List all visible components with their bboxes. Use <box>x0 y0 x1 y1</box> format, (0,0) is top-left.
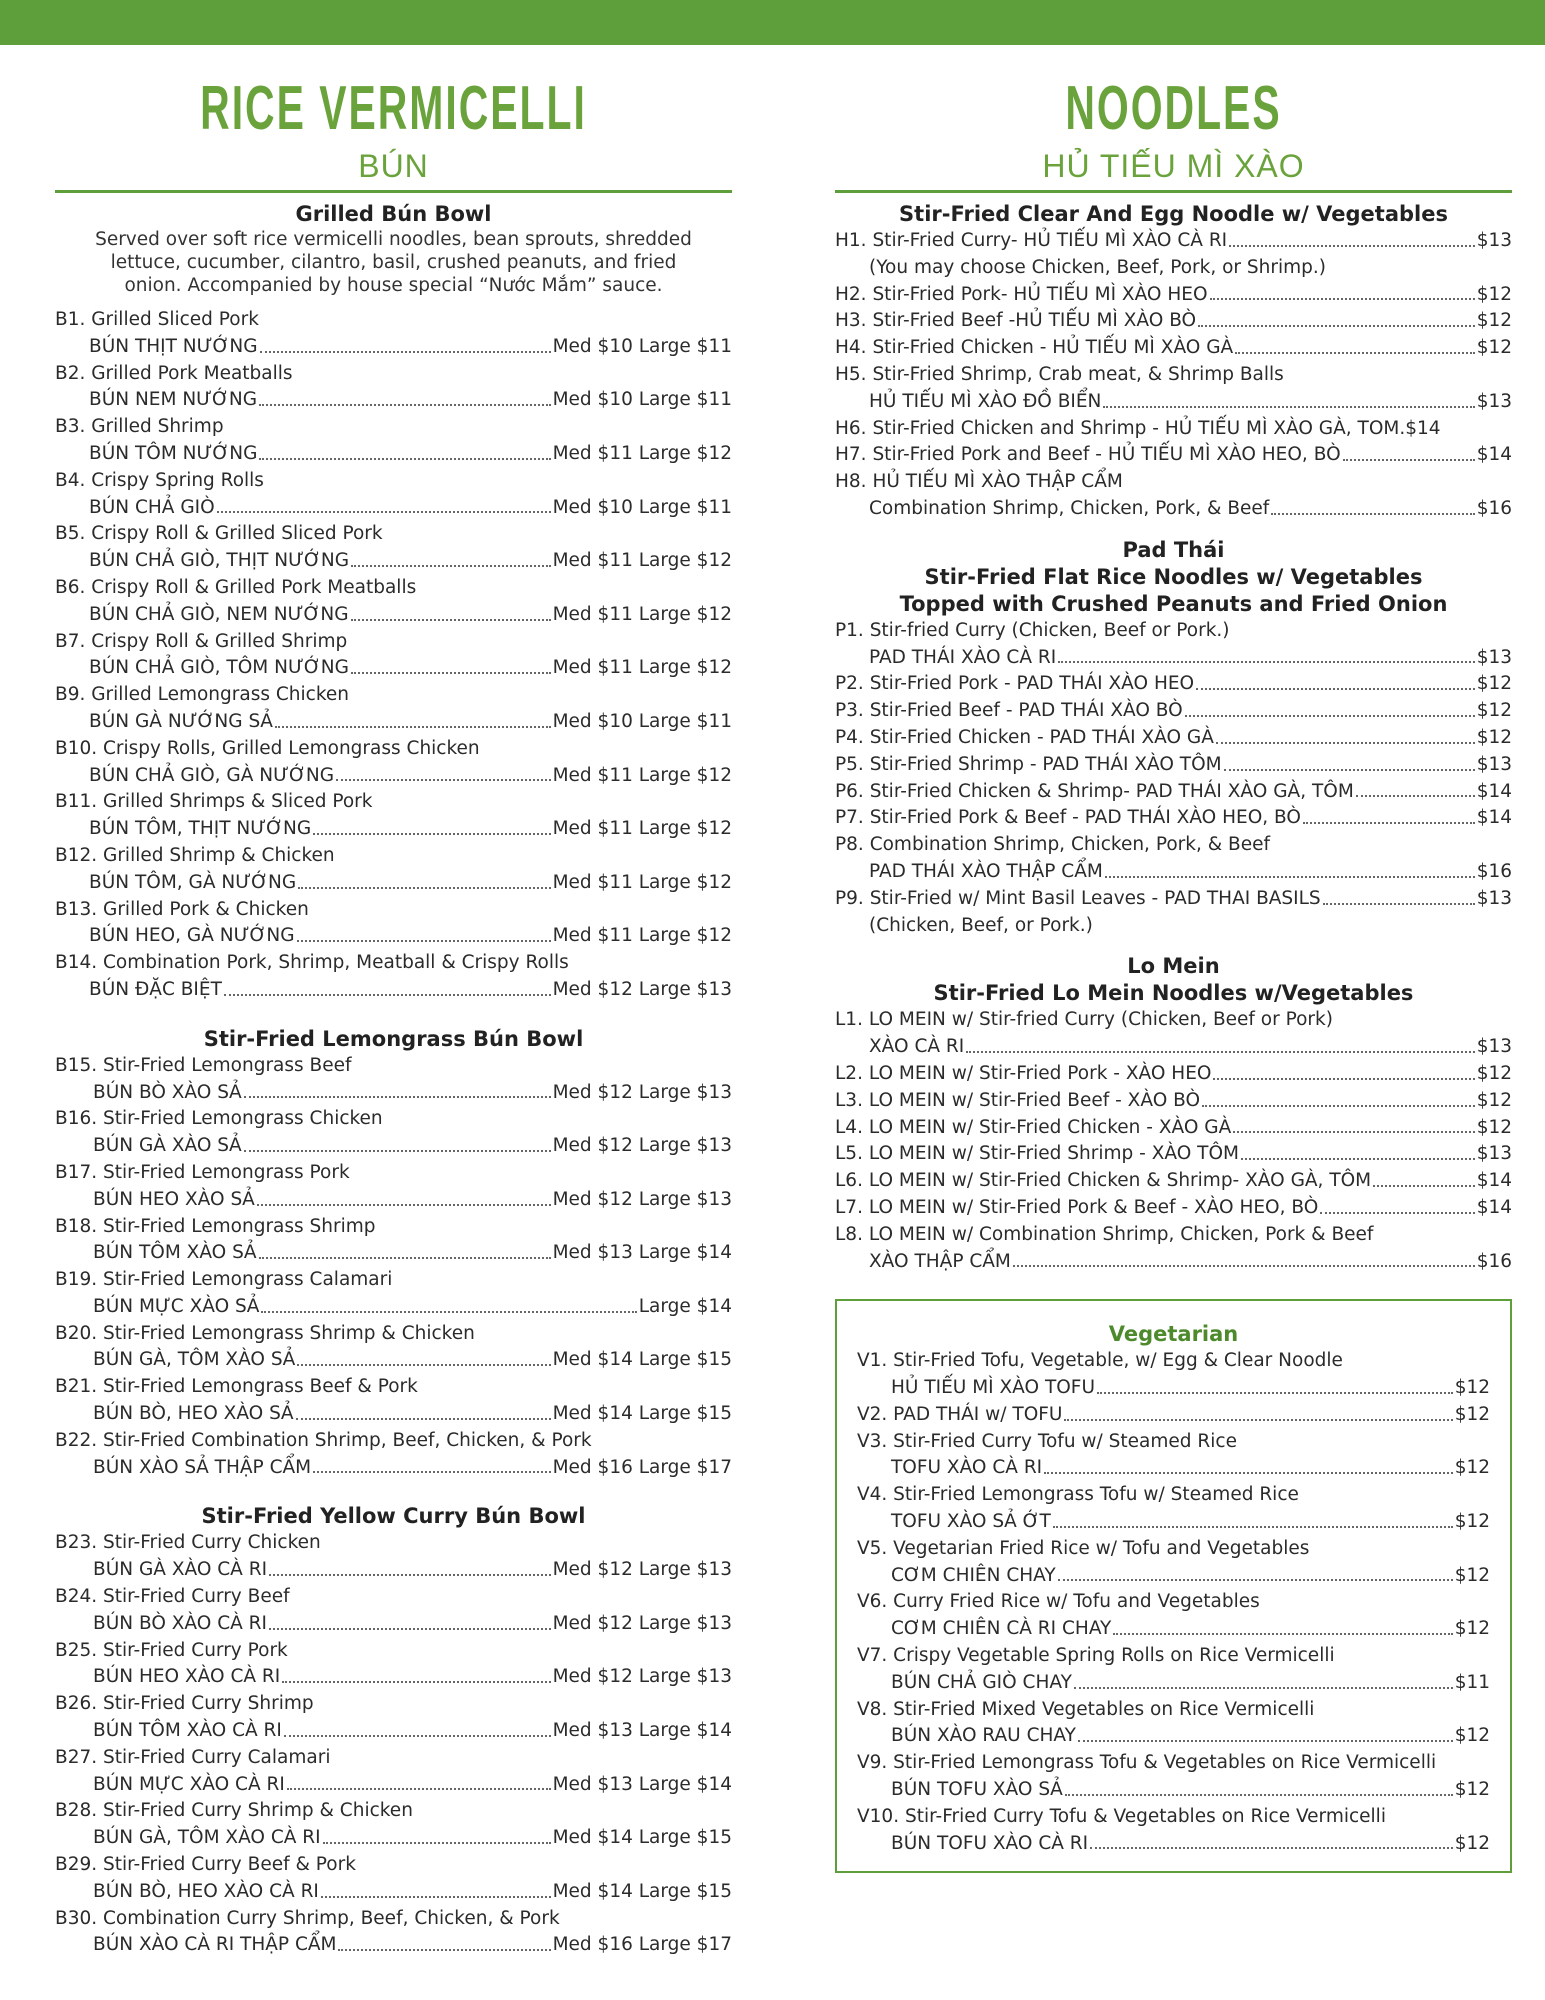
price: Med $11 Large $12 <box>552 871 732 893</box>
price: $12 <box>1454 1618 1490 1640</box>
menu-item-p5: P5. Stir-Fried Shrimp - PAD THÁI XÀO TÔM $13 <box>835 753 1512 775</box>
grilled-bun-description: Served over soft rice vermicelli noodles, bean sprouts, shredded lettuce, cucumber, cilantro, basil, crushed peanuts, and fried onion. Accompanied by house special “Nước Mắm” sauce. <box>95 229 692 296</box>
menu-item-curry-6: B29. Stir-Fried Curry Beef & Pork <box>55 1854 356 1876</box>
menu-item-l5: L5. LO MEIN w/ Stir-Fried Shrimp - XÀO TÔM $13 <box>835 1143 1512 1165</box>
dot-leader <box>1113 1633 1452 1635</box>
menu-item-grilled-0: B1. Grilled Sliced Pork <box>55 309 259 330</box>
lemongrass-bun-heading: Stir-Fried Lemongrass Bún Bowl <box>203 1026 584 1051</box>
price: Med $11 Large $12 <box>552 603 732 625</box>
price: Med $14 Large $15 <box>552 1403 732 1425</box>
menu-item-grilled-4-viet: BÚN CHẢ GIÒ, THỊT NƯỚNG Med $11 Large $12 <box>55 548 732 575</box>
menu-item-grilled-9: B11. Grilled Shrimps & Sliced Pork <box>55 791 373 813</box>
menu-item-p8-viet: PAD THÁI XÀO THẬP CẨM $16 <box>869 860 1512 882</box>
menu-item-veg-0-viet: HỦ TIẾU MÌ XÀO TOFU $12 <box>857 1375 1490 1402</box>
section-title-rice-vermicelli: RICE VERMICELLI <box>200 74 587 143</box>
vegetarian-box <box>835 1299 1512 1873</box>
dot-leader <box>323 1842 551 1844</box>
menu-item-grilled-3-viet: BÚN CHẢ GIÒ Med $10 Large $11 <box>55 495 732 522</box>
menu-item-veg-5: V6. Curry Fried Rice w/ Tofu and Vegetables <box>857 1591 1260 1613</box>
menu-item-veg-8: V9. Stir-Fried Lemongrass Tofu & Vegetables on Rice Vermicelli <box>857 1752 1437 1774</box>
menu-item-curry-2: B25. Stir-Fried Curry Pork <box>55 1639 288 1661</box>
curry-bun-list <box>55 1530 732 1959</box>
pad-thai-subheading-2: Topped with Crushed Peanuts and Fried Onion <box>899 591 1448 616</box>
menu-item-h8: H8. HỦ TIẾU MÌ XÀO THẬP CẨM <box>835 471 1123 493</box>
menu-item-note: (You may choose Chicken, Beef, Pork, or Shrimp.) <box>869 256 1326 278</box>
price: Med $10 Large $11 <box>552 389 732 411</box>
menu-item-lemongrass-7-viet: BÚN XÀO SẢ THẬP CẨM Med $16 Large $17 <box>55 1455 732 1482</box>
menu-item-curry-4-viet: BÚN MỰC XÀO CÀ RI Med $13 Large $14 <box>55 1772 732 1799</box>
dot-leader <box>259 458 550 460</box>
menu-item-grilled-1: B2. Grilled Pork Meatballs <box>55 362 293 384</box>
menu-item-grilled-3: B4. Crispy Spring Rolls <box>55 469 264 491</box>
menu-item-curry-4: B27. Stir-Fried Curry Calamari <box>55 1746 331 1768</box>
menu-item-lemongrass-6: B21. Stir-Fried Lemongrass Beef & Pork <box>55 1376 418 1398</box>
menu-item-lemongrass-4: B19. Stir-Fried Lemongrass Calamari <box>55 1269 393 1291</box>
menu-item-grilled-7: B9. Grilled Lemongrass Chicken <box>55 684 349 706</box>
menu-item-p1-viet: PAD THÁI XÀO CÀ RI $13 <box>869 646 1512 668</box>
price: Med $11 Large $12 <box>552 550 732 572</box>
dot-leader <box>351 565 551 567</box>
menu-item-curry-1: B24. Stir-Fried Curry Beef <box>55 1586 290 1608</box>
menu-item-veg-1: V2. PAD THÁI w/ TOFU $12 <box>857 1402 1490 1429</box>
lo-mein-subheading: Stir-Fried Lo Mein Noodles w/Vegetables <box>933 981 1414 1006</box>
rice-vermicelli-column <box>55 72 732 1959</box>
menu-item-grilled-9-viet: BÚN TÔM, THỊT NƯỚNG Med $11 Large $12 <box>55 816 732 843</box>
menu-item-veg-3-viet: TOFU XÀO SẢ ỚT $12 <box>857 1509 1490 1536</box>
price: Med $10 Large $11 <box>552 710 732 732</box>
menu-item-grilled-6-viet: BÚN CHẢ GIÒ, TÔM NƯỚNG Med $11 Large $12 <box>55 655 732 682</box>
menu-item-grilled-12-viet: BÚN ĐẶC BIỆT Med $12 Large $13 <box>55 977 732 1004</box>
price: Med $10 Large $11 <box>552 335 732 357</box>
menu-item-h3: H3. Stir-Fried Beef -HỦ TIẾU MÌ XÀO BÒ $12 <box>835 310 1512 332</box>
menu-item-grilled-11: B13. Grilled Pork & Chicken <box>55 898 309 920</box>
price: Med $12 Large $13 <box>552 1081 732 1103</box>
menu-item-p1: P1. Stir-fried Curry (Chicken, Beef or Pork.) <box>835 619 1230 641</box>
menu-item-grilled-8: B10. Crispy Rolls, Grilled Lemongrass Chicken <box>55 737 480 759</box>
dot-leader <box>244 1096 551 1098</box>
section-subtitle-bun: BÚN <box>358 148 429 184</box>
menu-item-h4: H4. Stir-Fried Chicken - HỦ TIẾU MÌ XÀO GÀ $12 <box>835 337 1512 359</box>
price: $12 <box>1454 1779 1490 1801</box>
dot-leader <box>1074 1687 1453 1689</box>
menu-item-grilled-11-viet: BÚN HEO, GÀ NƯỚNG Med $11 Large $12 <box>55 923 732 950</box>
menu-item-veg-9: V10. Stir-Fried Curry Tofu & Vegetables on Rice Vermicelli <box>857 1805 1386 1827</box>
price: Med $11 Large $12 <box>552 764 732 786</box>
vegetarian-list <box>857 1348 1490 1857</box>
dot-leader <box>287 1788 551 1790</box>
price: Med $12 Large $13 <box>552 1135 732 1157</box>
price: $12 <box>1454 1832 1490 1854</box>
menu-item-l1-viet: XÀO CÀ RI $13 <box>869 1036 1512 1058</box>
dot-leader <box>1078 1740 1453 1742</box>
dot-leader <box>257 1204 551 1206</box>
dot-leader <box>269 1574 551 1576</box>
dot-leader <box>338 1949 550 1951</box>
menu-item-l3: L3. LO MEIN w/ Stir-Fried Beef - XÀO BÒ $12 <box>835 1089 1512 1111</box>
dot-leader <box>313 833 550 835</box>
dot-leader <box>1053 1526 1453 1528</box>
price: Med $11 Large $12 <box>552 657 732 679</box>
price: $12 <box>1454 1511 1490 1533</box>
divider <box>55 190 732 193</box>
menu-item-curry-0: B23. Stir-Fried Curry Chicken <box>55 1532 321 1554</box>
menu-item-veg-0: V1. Stir-Fried Tofu, Vegetable, w/ Egg & Clear Noodle <box>857 1350 1343 1372</box>
menu-item-grilled-8-viet: BÚN CHẢ GIÒ, GÀ NƯỚNG Med $11 Large $12 <box>55 763 732 790</box>
dot-leader <box>1090 1847 1453 1849</box>
dot-leader <box>336 779 551 781</box>
price: $12 <box>1454 1457 1490 1479</box>
menu-item-curry-5: B28. Stir-Fried Curry Shrimp & Chicken <box>55 1800 413 1822</box>
menu-item-grilled-7-viet: BÚN GÀ NƯỚNG SẢ Med $10 Large $11 <box>55 709 732 736</box>
menu-item-lemongrass-3: B18. Stir-Fried Lemongrass Shrimp <box>55 1215 376 1237</box>
menu-item-grilled-5: B6. Crispy Roll & Grilled Pork Meatballs <box>55 576 417 598</box>
dot-leader <box>224 994 551 996</box>
menu-item-lemongrass-1-viet: BÚN GÀ XÀO SẢ Med $12 Large $13 <box>55 1133 732 1160</box>
menu-item-veg-6: V7. Crispy Vegetable Spring Rolls on Rice Vermicelli <box>857 1645 1335 1667</box>
menu-item-p9: P9. Stir-Fried w/ Mint Basil Leaves - PAD THAI BASILS $13 <box>835 887 1512 909</box>
menu-item-h7: H7. Stir-Fried Pork and Beef - HỦ TIẾU MÌ XÀO HEO, BÒ $14 <box>835 444 1512 466</box>
menu-item-p2: P2. Stir-Fried Pork - PAD THÁI XÀO HEO $12 <box>835 673 1512 695</box>
menu-item-curry-3-viet: BÚN TÔM XÀO CÀ RI Med $13 Large $14 <box>55 1718 732 1745</box>
menu-item-lemongrass-0: B15. Stir-Fried Lemongrass Beef <box>55 1054 352 1076</box>
menu-item-lemongrass-0-viet: BÚN BÒ XÀO SẢ Med $12 Large $13 <box>55 1080 732 1107</box>
dot-leader <box>313 1471 550 1473</box>
menu-item-grilled-5-viet: BÚN CHẢ GIÒ, NEM NƯỚNG Med $11 Large $12 <box>55 602 732 629</box>
menu-item-curry-3: B26. Stir-Fried Curry Shrimp <box>55 1693 314 1715</box>
menu-item-h1: H1. Stir-Fried Curry- HỦ TIẾU MÌ XÀO CÀ RI $13 <box>835 230 1512 251</box>
top-accent-bar <box>0 0 1545 45</box>
price: Med $12 Large $13 <box>552 978 732 1000</box>
price: $12 <box>1454 1377 1490 1399</box>
menu-item-veg-7: V8. Stir-Fried Mixed Vegetables on Rice Vermicelli <box>857 1698 1315 1720</box>
menu-item-l4: L4. LO MEIN w/ Stir-Fried Chicken - XÀO GÀ $12 <box>835 1116 1512 1138</box>
menu-item-l2: L2. LO MEIN w/ Stir-Fried Pork - XÀO HEO $12 <box>835 1062 1512 1084</box>
dot-leader <box>244 1150 551 1152</box>
menu-item-l8-viet: XÀO THẬP CẨM $16 <box>869 1250 1512 1272</box>
dot-leader <box>296 1418 551 1420</box>
lo-mein-heading: Lo Mein <box>1127 954 1220 979</box>
dot-leader <box>1065 1794 1453 1796</box>
menu-item-h5: H5. Stir-Fried Shrimp, Crab meat, & Shrimp Balls <box>835 363 1284 385</box>
menu-item-lemongrass-5: B20. Stir-Fried Lemongrass Shrimp & Chicken <box>55 1322 475 1344</box>
dot-leader <box>1064 1419 1452 1421</box>
price: $11 <box>1454 1671 1490 1693</box>
pad-thai-heading: Pad Thái <box>1122 537 1225 562</box>
dot-leader <box>284 1735 551 1737</box>
dot-leader <box>269 1628 551 1630</box>
menu-item-p6: P6. Stir-Fried Chicken & Shrimp- PAD THÁI XÀO GÀ, TÔM $14 <box>835 780 1512 802</box>
price: Med $13 Large $14 <box>552 1720 732 1742</box>
menu-item-l8: L8. LO MEIN w/ Combination Shrimp, Chicken, Pork & Beef <box>835 1223 1374 1245</box>
dot-leader <box>1058 1579 1453 1581</box>
menu-item-grilled-2-viet: BÚN TÔM NƯỚNG Med $11 Large $12 <box>55 441 732 468</box>
menu-item-grilled-1-viet: BÚN NEM NƯỚNG Med $10 Large $11 <box>55 387 732 414</box>
dot-leader <box>321 1896 551 1898</box>
menu-item-h2: H2. Stir-Fried Pork- HỦ TIẾU MÌ XÀO HEO $12 <box>835 283 1512 305</box>
menu-item-grilled-4: B5. Crispy Roll & Grilled Sliced Pork <box>55 523 383 545</box>
lemongrass-bun-list <box>55 1053 732 1482</box>
pad-thai-subheading: Stir-Fried Flat Rice Noodles w/ Vegetables <box>924 564 1423 589</box>
price: Med $12 Large $13 <box>552 1559 732 1581</box>
price: $12 <box>1454 1403 1490 1425</box>
price: Med $13 Large $14 <box>552 1773 732 1795</box>
menu-item-grilled-6: B7. Crispy Roll & Grilled Shrimp <box>55 630 348 652</box>
menu-item-veg-4: V5. Vegetarian Fried Rice w/ Tofu and Vegetables <box>857 1537 1310 1559</box>
noodles-column <box>835 72 1512 1873</box>
price: Med $12 Large $13 <box>552 1188 732 1210</box>
price: $12 <box>1454 1564 1490 1586</box>
dot-leader <box>275 726 551 728</box>
menu-item-p4: P4. Stir-Fried Chicken - PAD THÁI XÀO GÀ $12 <box>835 726 1512 748</box>
grilled-bun-heading: Grilled Bún Bowl <box>295 202 492 226</box>
menu-item-curry-1-viet: BÚN BÒ XÀO CÀ RI Med $12 Large $13 <box>55 1611 732 1638</box>
menu-item-grilled-10: B12. Grilled Shrimp & Chicken <box>55 844 335 866</box>
menu-item-grilled-10-viet: BÚN TÔM, GÀ NƯỚNG Med $11 Large $12 <box>55 870 732 897</box>
dot-leader <box>259 404 550 406</box>
price: $12 <box>1454 1725 1490 1747</box>
menu-item-h5-viet: HỦ TIẾU MÌ XÀO ĐỒ BIỂN $13 <box>869 390 1512 412</box>
menu-item-h8-viet: Combination Shrimp, Chicken, Pork, & Beef $16 <box>869 497 1512 519</box>
menu-item-p8: P8. Combination Shrimp, Chicken, Pork, & Beef <box>835 834 1270 856</box>
dot-leader <box>260 351 551 353</box>
menu-item-p3: P3. Stir-Fried Beef - PAD THÁI XÀO BÒ $12 <box>835 700 1512 722</box>
price: Med $16 Large $17 <box>552 1456 732 1478</box>
menu-item-h6: H6. Stir-Fried Chicken and Shrimp - HỦ TIẾU MÌ XÀO GÀ, TOM. $14 <box>835 417 1441 439</box>
menu-item-p7: P7. Stir-Fried Pork & Beef - PAD THÁI XÀO HEO, BÒ $14 <box>835 807 1512 829</box>
dot-leader <box>351 619 551 621</box>
menu-item-lemongrass-7: B22. Stir-Fried Combination Shrimp, Beef, Chicken, & Pork <box>55 1429 592 1451</box>
menu-item-curry-7: B30. Combination Curry Shrimp, Beef, Chicken, & Pork <box>55 1907 560 1929</box>
menu-item-veg-8-viet: BÚN TOFU XÀO SẢ $12 <box>857 1777 1490 1804</box>
price: Med $11 Large $12 <box>552 925 732 947</box>
dot-leader <box>259 1257 551 1259</box>
dot-leader <box>1097 1392 1453 1394</box>
menu-item-lemongrass-2-viet: BÚN HEO XÀO SẢ Med $12 Large $13 <box>55 1187 732 1214</box>
menu-item-curry-2-viet: BÚN HEO XÀO CÀ RI Med $12 Large $13 <box>55 1664 732 1691</box>
menu-item-veg-7-viet: BÚN XÀO RAU CHAY $12 <box>857 1723 1490 1750</box>
menu-item-curry-0-viet: BÚN GÀ XÀO CÀ RI Med $12 Large $13 <box>55 1557 732 1584</box>
dot-leader <box>217 511 551 513</box>
price: Large $14 <box>638 1295 732 1317</box>
price: Med $12 Large $13 <box>552 1612 732 1634</box>
vegetarian-heading: Vegetarian <box>1108 1322 1239 1347</box>
dot-leader <box>298 887 550 889</box>
price: Med $11 Large $12 <box>552 442 732 464</box>
menu-item-veg-6-viet: BÚN CHẢ GIÒ CHAY $11 <box>857 1670 1490 1697</box>
dot-leader <box>261 1311 636 1313</box>
menu-item-grilled-12: B14. Combination Pork, Shrimp, Meatball & Crispy Rolls <box>55 952 569 974</box>
menu-item-lemongrass-5-viet: BÚN GÀ, TÔM XÀO SẢ Med $14 Large $15 <box>55 1347 732 1374</box>
price: Med $16 Large $17 <box>552 1934 732 1956</box>
menu-item-veg-3: V4. Stir-Fried Lemongrass Tofu w/ Steamed Rice <box>857 1484 1299 1506</box>
menu-item-note: (Chicken, Beef, or Pork.) <box>869 914 1093 936</box>
menu-item-veg-9-viet: BÚN TOFU XÀO CÀ RI $12 <box>857 1831 1490 1858</box>
dot-leader <box>351 672 551 674</box>
menu-item-veg-4-viet: CƠM CHIÊN CHAY $12 <box>857 1563 1490 1590</box>
menu-item-veg-2-viet: TOFU XÀO CÀ RI $12 <box>857 1455 1490 1482</box>
menu-item-veg-5-viet: CƠM CHIÊN CÀ RI CHAY $12 <box>857 1616 1490 1643</box>
menu-item-lemongrass-2: B17. Stir-Fried Lemongrass Pork <box>55 1161 350 1183</box>
curry-bun-heading: Stir-Fried Yellow Curry Bún Bowl <box>201 1504 586 1529</box>
menu-item-lemongrass-6-viet: BÚN BÒ, HEO XÀO SẢ Med $14 Large $15 <box>55 1401 732 1428</box>
price: Med $12 Large $13 <box>552 1666 732 1688</box>
dot-leader <box>297 1364 550 1366</box>
price: Med $10 Large $11 <box>552 496 732 518</box>
menu-item-l7: L7. LO MEIN w/ Stir-Fried Pork & Beef - XÀO HEO, BÒ $14 <box>835 1196 1512 1218</box>
dot-leader <box>1044 1472 1453 1474</box>
menu-item-curry-5-viet: BÚN GÀ, TÔM XÀO CÀ RI Med $14 Large $15 <box>55 1825 732 1852</box>
dot-leader <box>297 940 551 942</box>
menu-item-veg-2: V3. Stir-Fried Curry Tofu w/ Steamed Rice <box>857 1430 1237 1452</box>
menu-item-l6: L6. LO MEIN w/ Stir-Fried Chicken & Shrimp- XÀO GÀ, TÔM $14 <box>835 1170 1512 1192</box>
menu-item-lemongrass-1: B16. Stir-Fried Lemongrass Chicken <box>55 1108 383 1130</box>
price: Med $13 Large $14 <box>552 1242 732 1264</box>
section-subtitle-hu-tieu: HỦ TIẾU MÌ XÀO <box>1042 148 1305 184</box>
stir-fried-noodle-heading: Stir-Fried Clear And Egg Noodle w/ Vegetables <box>899 202 1448 226</box>
price: Med $14 Large $15 <box>552 1349 732 1371</box>
menu-item-curry-6-viet: BÚN BÒ, HEO XÀO CÀ RI Med $14 Large $15 <box>55 1879 732 1906</box>
dot-leader <box>282 1681 550 1683</box>
price: Med $11 Large $12 <box>552 818 732 840</box>
divider <box>835 190 1512 193</box>
section-title-noodles: NOODLES <box>1065 74 1282 143</box>
menu-item-lemongrass-4-viet: BÚN MỰC XÀO SẢ Large $14 <box>55 1294 732 1321</box>
price: Med $14 Large $15 <box>552 1827 732 1849</box>
menu-item-grilled-2: B3. Grilled Shrimp <box>55 416 224 438</box>
grilled-bun-list <box>55 307 732 1004</box>
menu-item-l1: L1. LO MEIN w/ Stir-fried Curry (Chicken, Beef or Pork) <box>835 1009 1333 1031</box>
menu-item-lemongrass-3-viet: BÚN TÔM XÀO SẢ Med $13 Large $14 <box>55 1240 732 1267</box>
menu-item-curry-7-viet: BÚN XÀO CÀ RI THẬP CẨM Med $16 Large $17 <box>55 1932 732 1959</box>
menu-item-grilled-0-viet: BÚN THỊT NƯỚNG Med $10 Large $11 <box>55 334 732 361</box>
price: Med $14 Large $15 <box>552 1880 732 1902</box>
